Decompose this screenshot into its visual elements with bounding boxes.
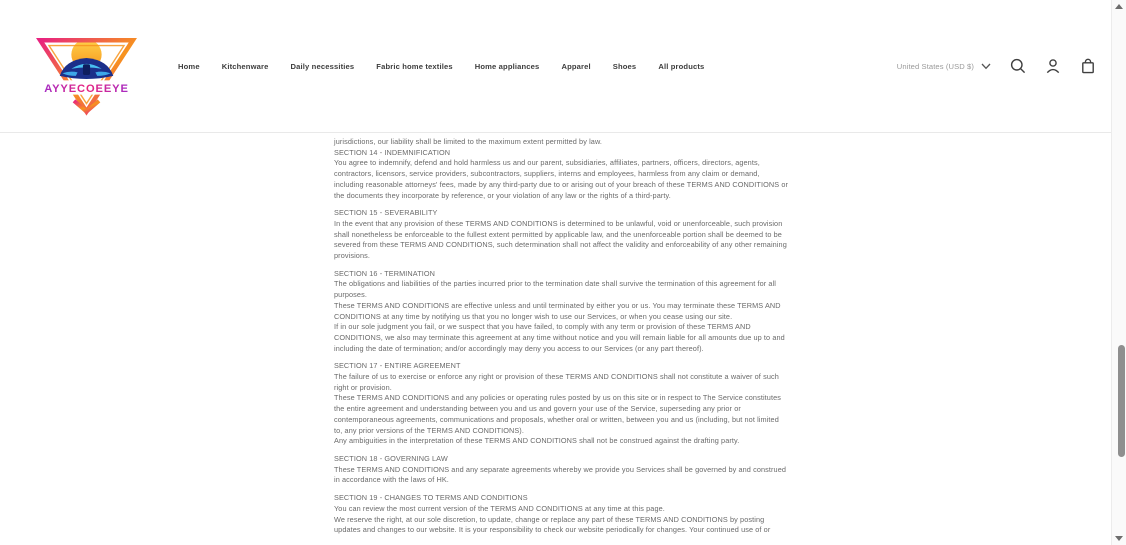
section-paragraph: In the event that any provision of these TERMS AND CONDITIONS is determined to be unlawful, void or unenforceable, such provision shall nonetheless be enforceable to the fullest extent permitted by applicable law, and the unenforceable portion shall be deemed to be severed from these TERMS AND CONDITIONS, such determination shall not affect the validity and enforceability of any other remaining provisions. bbox=[334, 218, 787, 261]
clipped-paragraph-tail: jurisdictions, our liability shall be limited to the maximum extent permitted by law. bbox=[334, 137, 603, 146]
section-paragraph: These TERMS AND CONDITIONS are effective unless and until terminated by either you or us. You may terminate these TERMS AND CONDITIONS at any time by notifying us that you no longer wish to use our Services, or when you cease using our site. bbox=[334, 300, 781, 321]
section-paragraph: These TERMS AND CONDITIONS and any policies or operating rules posted by us on this site or in respect to The Service constitutes the entire agreement and understanding between you and us and govern your use of the Service, superseding any prior or contemporaneous agreements, communications and proposals, whether oral or written, between you and us (including, but not limited to, any prior versions of the TERMS AND CONDITIONS). bbox=[334, 393, 781, 435]
nav-item-all-products[interactable]: All products bbox=[658, 61, 705, 71]
terms-and-conditions-content bbox=[334, 137, 789, 543]
cart-icon bbox=[1080, 58, 1096, 74]
section-heading: SECTION 15 - SEVERABILITY bbox=[334, 208, 438, 218]
currency-selector[interactable] bbox=[897, 62, 991, 71]
nav-item-fabric-home-textiles[interactable]: Fabric home textiles bbox=[376, 61, 453, 71]
nav-item-home-appliances[interactable]: Home appliances bbox=[474, 61, 540, 71]
nav-item-home[interactable]: Home bbox=[178, 61, 200, 71]
section-paragraph: These TERMS AND CONDITIONS and any separate agreements whereby we provide you Services shall be governed by and construed in accordance with the laws of HK. bbox=[334, 464, 787, 485]
section-paragraph: You agree to indemnify, defend and hold harmless us and our parent, subsidiaries, affiliates, partners, officers, directors, agents, contractors, licensors, service providers, subcontractors, suppliers, interns and employees, harmless from any claim or demand, including reasonable attorneys' fees, made by any third-party due to or arising out of your breach of these TERMS AND CONDITIONS or the documents they incorporate by reference, or your violation of any law or the rights of a third-party. bbox=[334, 158, 789, 200]
section-14-indemnification bbox=[334, 148, 789, 202]
chevron-down-icon bbox=[981, 63, 991, 70]
car-icon bbox=[60, 58, 114, 79]
section-heading: SECTION 17 - ENTIRE AGREEMENT bbox=[334, 361, 461, 371]
section-15-severability bbox=[334, 208, 789, 262]
scrollbar-thumb[interactable] bbox=[1118, 345, 1125, 457]
nav-item-shoes[interactable]: Shoes bbox=[612, 61, 637, 71]
section-heading: SECTION 19 - CHANGES TO TERMS AND CONDITIONS bbox=[334, 493, 528, 503]
section-paragraph: The obligations and liabilities of the parties incurred prior to the termination date shall survive the termination of this agreement for all purposes. bbox=[334, 279, 777, 300]
currency-selector-label: United States (USD $) bbox=[896, 61, 974, 71]
vertical-scrollbar[interactable] bbox=[1111, 0, 1126, 545]
section-paragraph: You can review the most current version of the TERMS AND CONDITIONS at any time at this page. bbox=[334, 503, 665, 513]
section-18-governing-law bbox=[334, 454, 789, 486]
brand-wordmark: AYYECOEEYE bbox=[44, 82, 129, 95]
section-paragraph: Any ambiguities in the interpretation of these TERMS AND CONDITIONS shall not be construed against the drafting party. bbox=[334, 436, 740, 446]
header-controls bbox=[897, 58, 1096, 74]
nav-item-apparel[interactable]: Apparel bbox=[561, 61, 591, 71]
nav-item-daily-necessities[interactable]: Daily necessities bbox=[290, 61, 355, 71]
main-nav bbox=[178, 62, 704, 71]
section-paragraph: The failure of us to exercise or enforce any right or provision of these TERMS AND CONDITIONS shall not constitute a waiver of such right or provision. bbox=[334, 372, 779, 392]
site-header bbox=[0, 0, 1126, 133]
search-button[interactable] bbox=[1010, 58, 1026, 74]
section-19-changes-to-terms bbox=[334, 493, 789, 536]
section-paragraph: If in our sole judgment you fail, or we suspect that you have failed, to comply with any term or provision of these TERMS AND CONDITIONS, we also may terminate this agreement at any time without notice and you will remain liable for all amounts due up to and including the date of termination; and/or accordingly may deny you access to our Services (or any part thereof). bbox=[334, 322, 785, 353]
section-16-termination bbox=[334, 269, 789, 355]
account-button[interactable] bbox=[1045, 58, 1061, 74]
section-17-entire-agreement bbox=[334, 361, 789, 447]
section-heading: SECTION 18 - GOVERNING LAW bbox=[334, 453, 448, 463]
brand-logo[interactable] bbox=[33, 27, 140, 123]
nav-item-kitchenware[interactable]: Kitchenware bbox=[221, 61, 269, 71]
cart-button[interactable] bbox=[1080, 58, 1096, 74]
section-heading: SECTION 14 - INDEMNIFICATION bbox=[334, 147, 451, 157]
section-paragraph: We reserve the right, at our sole discretion, to update, change or replace any part of these TERMS AND CONDITIONS by posting updates and changes to our website. It is your responsibility to check our website periodically for changes. Your continued use of or bbox=[334, 514, 771, 535]
section-heading: SECTION 16 - TERMINATION bbox=[334, 268, 436, 278]
account-icon bbox=[1045, 58, 1061, 74]
scroll-down-arrow-icon[interactable] bbox=[1112, 533, 1126, 545]
search-icon bbox=[1010, 58, 1026, 74]
scroll-up-arrow-icon[interactable] bbox=[1112, 0, 1126, 12]
